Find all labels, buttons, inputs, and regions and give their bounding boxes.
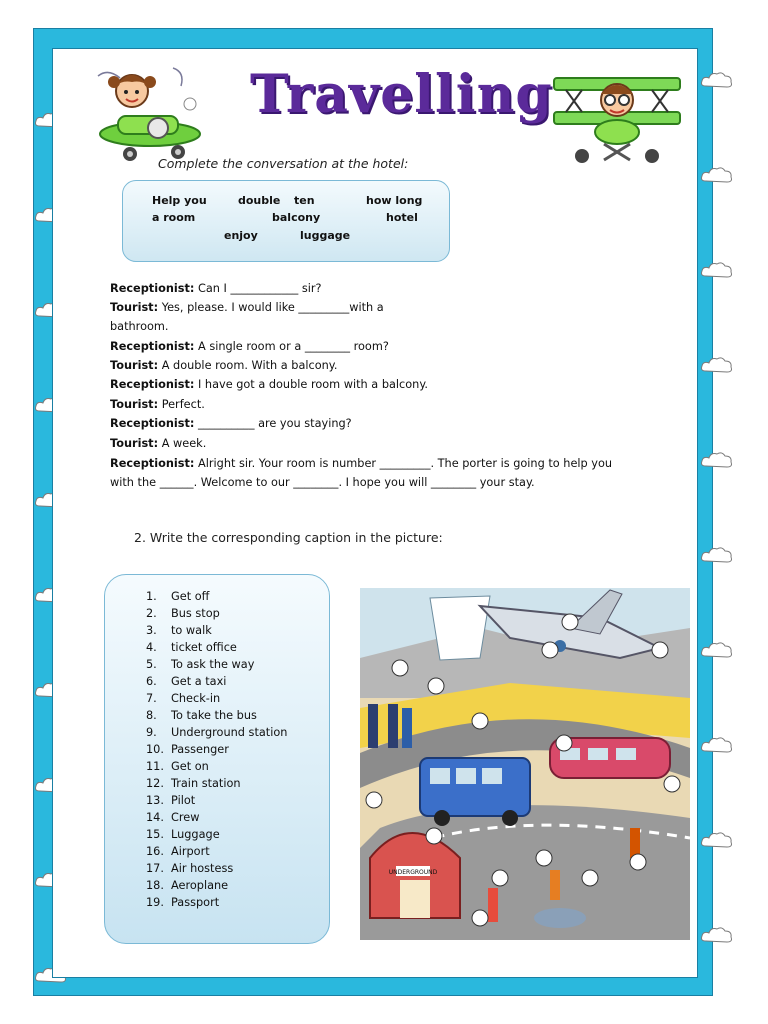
speaker-label: Tourist: <box>110 359 159 372</box>
word-bank-item: hotel <box>386 211 418 224</box>
item-number: 7. <box>146 692 157 705</box>
list-item <box>146 641 237 654</box>
list-item <box>146 726 287 739</box>
page-title: Travelling <box>250 64 553 125</box>
item-label: Check-in <box>171 692 221 705</box>
item-number: 11. <box>146 760 164 773</box>
line-text: A single room or a ________ room? <box>194 340 389 353</box>
item-number: 5. <box>146 658 157 671</box>
line-text: I have got a double room with a balcony. <box>194 378 429 391</box>
item-number: 3. <box>146 624 157 637</box>
speaker-label: Receptionist: <box>110 378 195 391</box>
speaker-label: Receptionist: <box>110 457 195 470</box>
item-label: ticket office <box>171 641 237 654</box>
item-label: Crew <box>171 811 200 824</box>
word-bank-item: luggage <box>300 229 351 242</box>
list-item <box>146 709 257 722</box>
list-item <box>146 692 220 705</box>
item-number: 10. <box>146 743 164 756</box>
item-number: 17. <box>146 862 164 875</box>
item-label: Airport <box>171 845 210 858</box>
list-item <box>146 777 241 790</box>
item-number: 13. <box>146 794 164 807</box>
line-text: bathroom. <box>110 320 169 333</box>
cloud-decoration <box>700 925 734 945</box>
item-label: Passport <box>171 896 220 909</box>
list-item <box>146 794 195 807</box>
item-label: Train station <box>171 777 241 790</box>
list-item <box>146 862 233 875</box>
word-bank-item: enjoy <box>224 229 258 242</box>
item-number: 12. <box>146 777 164 790</box>
word-bank-item: a room <box>152 211 196 224</box>
word-bank-item: Help you <box>152 194 207 207</box>
list-item <box>146 658 254 671</box>
line-text: Perfect. <box>158 398 205 411</box>
item-label: Luggage <box>171 828 220 841</box>
cloud-decoration <box>700 70 734 90</box>
item-number: 2. <box>146 607 157 620</box>
item-label: Underground station <box>171 726 288 739</box>
dialogue-line <box>110 320 169 333</box>
cloud-decoration <box>700 735 734 755</box>
item-label: Get a taxi <box>171 675 227 688</box>
list-item <box>146 743 229 756</box>
cloud-decoration <box>700 355 734 375</box>
list-item <box>146 624 212 637</box>
travel-scene-illustration <box>360 588 690 940</box>
list-item <box>146 845 210 858</box>
word-bank-item: ten <box>294 194 315 207</box>
item-label: Pilot <box>171 794 196 807</box>
speaker-label: Tourist: <box>110 398 159 411</box>
dialogue-line <box>110 398 205 411</box>
list-item <box>146 675 226 688</box>
speaker-label: Receptionist: <box>110 417 195 430</box>
speaker-label: Receptionist: <box>110 340 195 353</box>
cloud-decoration <box>700 640 734 660</box>
underground-sign: UNDERGROUND <box>388 869 438 876</box>
cloud-decoration <box>700 260 734 280</box>
dialogue-line <box>110 476 535 489</box>
line-text: Alright sir. Your room is number _________. The porter is going to help you <box>194 457 613 470</box>
item-label: Get on <box>171 760 209 773</box>
cloud-decoration <box>700 830 734 850</box>
item-number: 15. <box>146 828 164 841</box>
item-number: 16. <box>146 845 164 858</box>
item-label: To ask the way <box>171 658 255 671</box>
dialogue-line <box>110 282 322 295</box>
dialogue-line <box>110 340 389 353</box>
line-text: __________ are you staying? <box>194 417 352 430</box>
item-number: 14. <box>146 811 164 824</box>
girl-plane-illustration <box>78 56 208 166</box>
item-number: 8. <box>146 709 157 722</box>
dialogue-line <box>110 378 428 391</box>
dialogue-line <box>110 457 612 470</box>
cloud-decoration <box>700 545 734 565</box>
list-item <box>146 879 228 892</box>
speaker-label: Tourist: <box>110 437 159 450</box>
word-bank-item: double <box>238 194 281 207</box>
line-text: A week. <box>158 437 207 450</box>
item-label: Bus stop <box>171 607 220 620</box>
cloud-decoration <box>700 165 734 185</box>
word-bank-item: how long <box>366 194 423 207</box>
item-number: 1. <box>146 590 157 603</box>
list-item <box>146 896 219 909</box>
item-label: To take the bus <box>171 709 257 722</box>
item-number: 18. <box>146 879 164 892</box>
dialogue-line <box>110 437 206 450</box>
item-label: to walk <box>171 624 212 637</box>
line-text: Can I ____________ sir? <box>194 282 322 295</box>
list-item <box>146 828 220 841</box>
line-text: with the ______. Welcome to our ________. I hope you will ________ your stay. <box>110 476 535 489</box>
list-item <box>146 590 209 603</box>
list-item <box>146 760 209 773</box>
line-text: A double room. With a balcony. <box>158 359 338 372</box>
list-item <box>146 811 199 824</box>
item-number: 9. <box>146 726 157 739</box>
list-item <box>146 607 220 620</box>
item-label: Get off <box>171 590 210 603</box>
boy-plane-illustration <box>552 70 682 166</box>
speaker-label: Tourist: <box>110 301 159 314</box>
instruction-text: Complete the conversation at the hotel: <box>158 156 409 171</box>
item-number: 4. <box>146 641 157 654</box>
speaker-label: Receptionist: <box>110 282 195 295</box>
dialogue-line <box>110 301 384 314</box>
dialogue-line <box>110 417 352 430</box>
cloud-decoration <box>700 450 734 470</box>
item-number: 6. <box>146 675 157 688</box>
dialogue-line <box>110 359 337 372</box>
question-2: 2. Write the corresponding caption in the picture: <box>134 530 443 545</box>
item-label: Aeroplane <box>171 879 229 892</box>
item-label: Air hostess <box>171 862 234 875</box>
item-number: 19. <box>146 896 164 909</box>
line-text: Yes, please. I would like _________with a <box>158 301 384 314</box>
item-label: Passenger <box>171 743 229 756</box>
word-bank-item: balcony <box>272 211 321 224</box>
